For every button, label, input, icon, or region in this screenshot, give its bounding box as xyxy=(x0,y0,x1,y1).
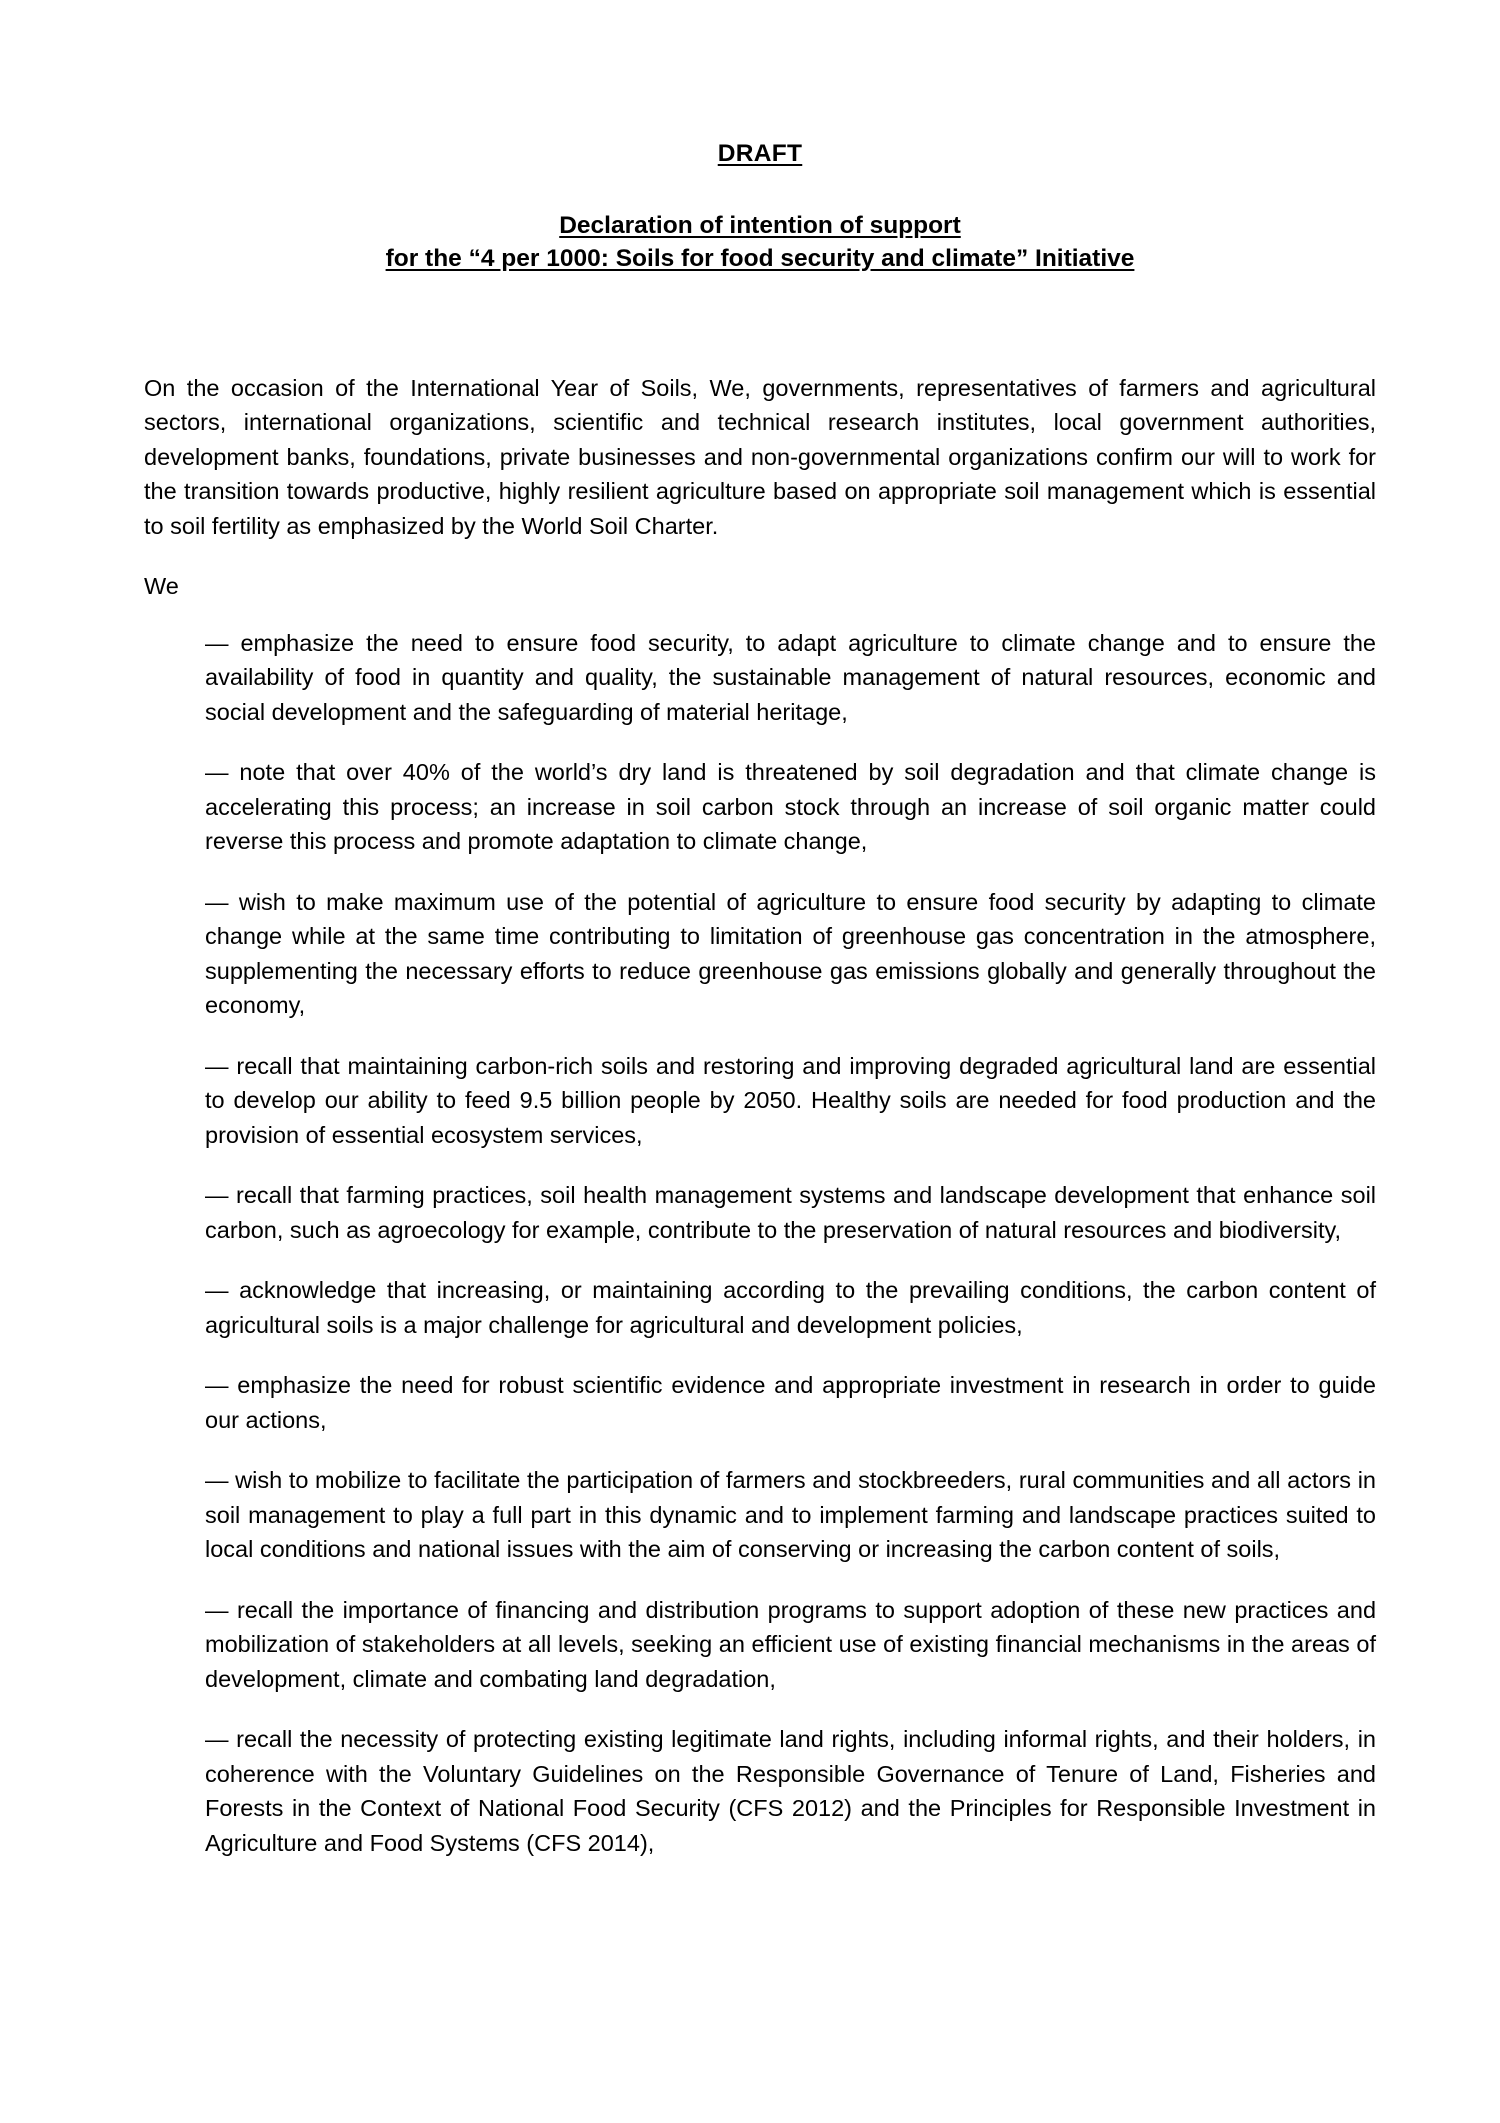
list-item xyxy=(144,1273,1376,1342)
list-item xyxy=(144,1593,1376,1697)
lead-in-word: We xyxy=(144,573,179,599)
page-title-line-2 xyxy=(144,242,1376,275)
em-dash-icon: — xyxy=(205,1596,229,1623)
em-dash-icon: — xyxy=(205,1467,229,1493)
clause-text: recall that maintaining carbon-rich soils and restoring and improving degraded agricultural land are essential to develop our ability to feed 9.5 billion people by 2050. Healthy soils are needed for food production and the provision of essential ecosystem services, xyxy=(205,1052,1377,1148)
em-dash-icon: — xyxy=(205,888,229,915)
em-dash-icon: — xyxy=(205,1372,229,1398)
em-dash-icon: — xyxy=(205,1052,229,1079)
document-content xyxy=(144,0,1376,1860)
clause-text: note that over 40% of the world’s dry land is threatened by soil degradation and that climate change is accelerating this process; an increase in soil carbon stock through an increase of soil organic matter could reverse this process and promote adaptation to climate change, xyxy=(205,759,1377,854)
list-item xyxy=(144,1049,1376,1153)
intro-paragraph: On the occasion of the International Year of Soils, We, governments, representatives of farmers and agricultural sectors, international organizations, scientific and technical research institutes, local government authorities, development banks, foundations, private businesses and non-governmental organizations confirm our will to work for the transition towards productive, highly resilient agriculture based on appropriate soil management which is essential to soil fertility as emphasized by the World Soil Charter. xyxy=(144,374,1376,539)
list-item xyxy=(144,1178,1376,1247)
clause-text: recall the importance of financing and distribution programs to support adoption of these new practices and mobilization of stakeholders at all levels, seeking an efficient use of existing financial mechanisms in the areas of development, climate and combating land degradation, xyxy=(205,1596,1377,1692)
em-dash-icon: — xyxy=(205,629,229,656)
em-dash-icon: — xyxy=(205,759,229,785)
page-title-line-1-text: Declaration of intention of support xyxy=(559,211,961,239)
clause-list xyxy=(144,626,1376,1861)
page-title-line-2-text: for the “4 per 1000: Soils for food security and climate” Initiative xyxy=(385,244,1135,272)
document-heading-block xyxy=(144,0,1376,275)
list-item xyxy=(144,755,1376,859)
clause-text: wish to make maximum use of the potential of agriculture to ensure food security by adapting to climate change while at the same time contributing to limitation of greenhouse gas concentration in the atmosphere, supplementing the necessary efforts to reduce greenhouse gas emissions globally and generally throughout the economy, xyxy=(205,888,1377,1018)
list-item xyxy=(144,1722,1376,1860)
clause-text: wish to mobilize to facilitate the participation of farmers and stockbreeders, rural communities and all actors in soil management to play a full part in this dynamic and to implement farming and landscape practices suited to local conditions and national issues with the aim of conserving or increasing the carbon content of soils, xyxy=(205,1467,1376,1562)
em-dash-icon: — xyxy=(205,1726,229,1752)
clause-text: recall that farming practices, soil health management systems and landscape development that enhance soil carbon, such as agroecology for example, contribute to the preservation of natural resources and biodiversity, xyxy=(205,1182,1377,1243)
list-item xyxy=(144,626,1376,730)
page-title xyxy=(144,209,1376,275)
clause-text: emphasize the need for robust scientific evidence and appropriate investment in research in order to guide our actions, xyxy=(205,1372,1376,1433)
em-dash-icon: — xyxy=(205,1277,229,1303)
em-dash-icon: — xyxy=(205,1182,229,1208)
document-status-label xyxy=(144,142,1376,167)
list-item xyxy=(144,1463,1376,1567)
list-item xyxy=(144,1368,1376,1437)
list-item xyxy=(144,885,1376,1023)
document-body xyxy=(144,371,1376,1861)
clause-text: acknowledge that increasing, or maintaining according to the prevailing conditions, the carbon content of agricultural soils is a major challenge for agricultural and development policies, xyxy=(205,1277,1376,1338)
page-title-line-1 xyxy=(144,209,1376,242)
clause-text: emphasize the need to ensure food security, to adapt agriculture to climate change and to ensure the availability of food in quantity and quality, the sustainable management of natural resources, economic and social development and the safeguarding of material heritage, xyxy=(205,629,1376,725)
document-status-label-text: DRAFT xyxy=(717,140,803,167)
clause-text: recall the necessity of protecting existing legitimate land rights, including informal rights, and their holders, in coherence with the Voluntary Guidelines on the Responsible Governance of Tenure of Land, Fisheries and Forests in the Context of National Food Security (CFS 2012) and the Principles for Responsible Investment in Agriculture and Food Systems (CFS 2014), xyxy=(205,1726,1377,1856)
